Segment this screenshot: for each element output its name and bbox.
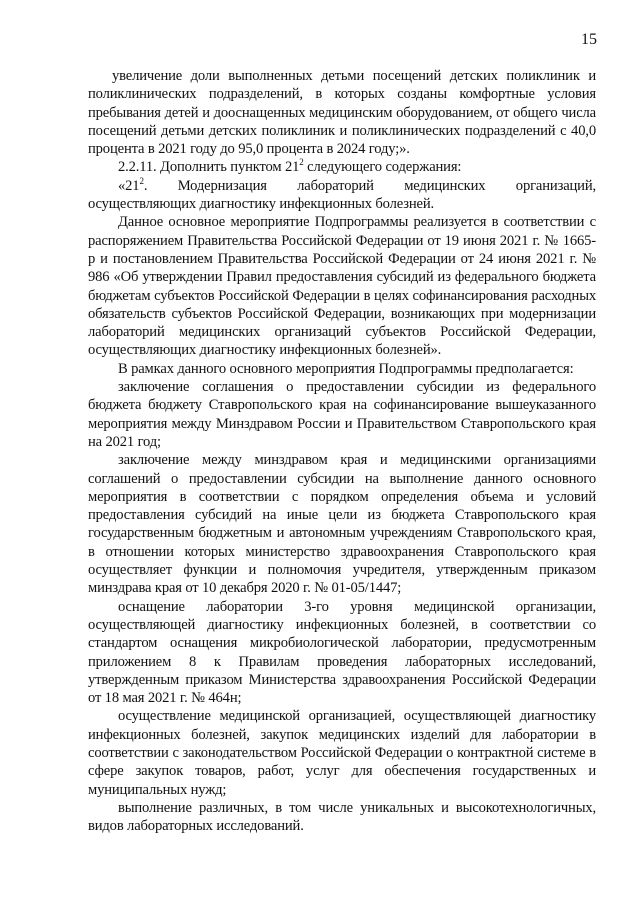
- amendment-suffix: следующего содержания:: [303, 159, 462, 176]
- new-item-superscript: 2: [139, 175, 144, 186]
- paragraph-lab-research: выполнение различных, в том числе уникальных и высокотехнологичных, видов лабораторных исследований.: [88, 799, 596, 835]
- paragraph-agreement-federal: заключение соглашения о предоставлении субсидии из федерального бюджета бюджету Ставропольского края на софинансирование вышеуказанного мероприятия между Минздравом России и Правительством Ставропольского края на 2021 год;: [88, 379, 596, 450]
- amendment-superscript: 2: [299, 157, 304, 168]
- paragraph-legal-basis: Данное основное мероприятие Подпрограммы реализуется в соответствии с распоряжением Правительства Российской Федерации от 19 июня 2021 г. № 1665-р и постановлением Правительства Российской Федерации от 24 июня 2021 г. № 986 «Об утверждении Правил предоставления субсидий из федерального бюджета бюджетам субъектов Российской Федерации в целях софинансирования расходных обязательств субъектов Российской Федерации, возникающих при модернизации лабораторий медицинских организаций субъектов Российской Федерации, осуществляющих диагностику инфекционных болезней».: [88, 214, 596, 359]
- paragraph-procurement: осуществление медицинской организацией, осуществляющей диагностику инфекционных болезней, закупок медицинских изделий для лаборатории в соответствии с законодательством Российской Федерации о контрактной системе в сфере закупок товаров, работ, услуг для обеспечения государственных и муниципальных нужд;: [88, 708, 596, 798]
- paragraph-agreement-regional: заключение между минздравом края и медицинскими организациями соглашений о предоставлении субсидии на выполнение данного основного мероприятия в соответствии с порядком определения объема и условий предоставления субсидий на иные цели из бюджета Ставропольского края государственным бюджетным и автономным учреждениям Ставропольского края, в отношении которых министерство здравоохранения Ставропольского края осуществляет функции и полномочия учредителя, утвержденным приказом минздрава края от 10 декабря 2020 г. № 01-05/1447;: [88, 452, 596, 597]
- new-item-prefix: «21: [118, 177, 140, 194]
- paragraph-indicator-end: увеличение доли выполненных детьми посещений детских поликлиник и поликлинических подразделений, в которых созданы комфортные условия пребывания детей и дооснащенных медицинским оборудованием, от общего числа посещений детьми детских поликлиник и поликлинических подразделений с 40,0 процента в 2021 году до 95,0 процента в 2024 году;».: [88, 68, 596, 158]
- new-item-suffix: . Модернизация лабораторий медицинских организаций, осуществляющих диагностику инфекционных болезней.: [88, 177, 596, 213]
- page-number: 15: [581, 31, 597, 48]
- amendment-prefix: 2.2.11. Дополнить пунктом 21: [118, 159, 300, 176]
- paragraph-new-item: [88, 177, 596, 214]
- paragraph-amendment: [88, 158, 596, 176]
- document-body: [88, 67, 596, 835]
- paragraph-lab-equipment: оснащение лаборатории 3-го уровня медицинской организации, осуществляющей диагностику инфекционных болезней, в соответствии со стандартом оснащения микробиологической лаборатории, предусмотренным приложением 8 к Правилам проведения лабораторных исследований, утвержденным приказом Министерства здравоохранения Российской Федерации от 18 мая 2021 г. № 464н;: [88, 598, 596, 707]
- paragraph-framework: В рамках данного основного мероприятия Подпрограммы предполагается:: [118, 360, 574, 377]
